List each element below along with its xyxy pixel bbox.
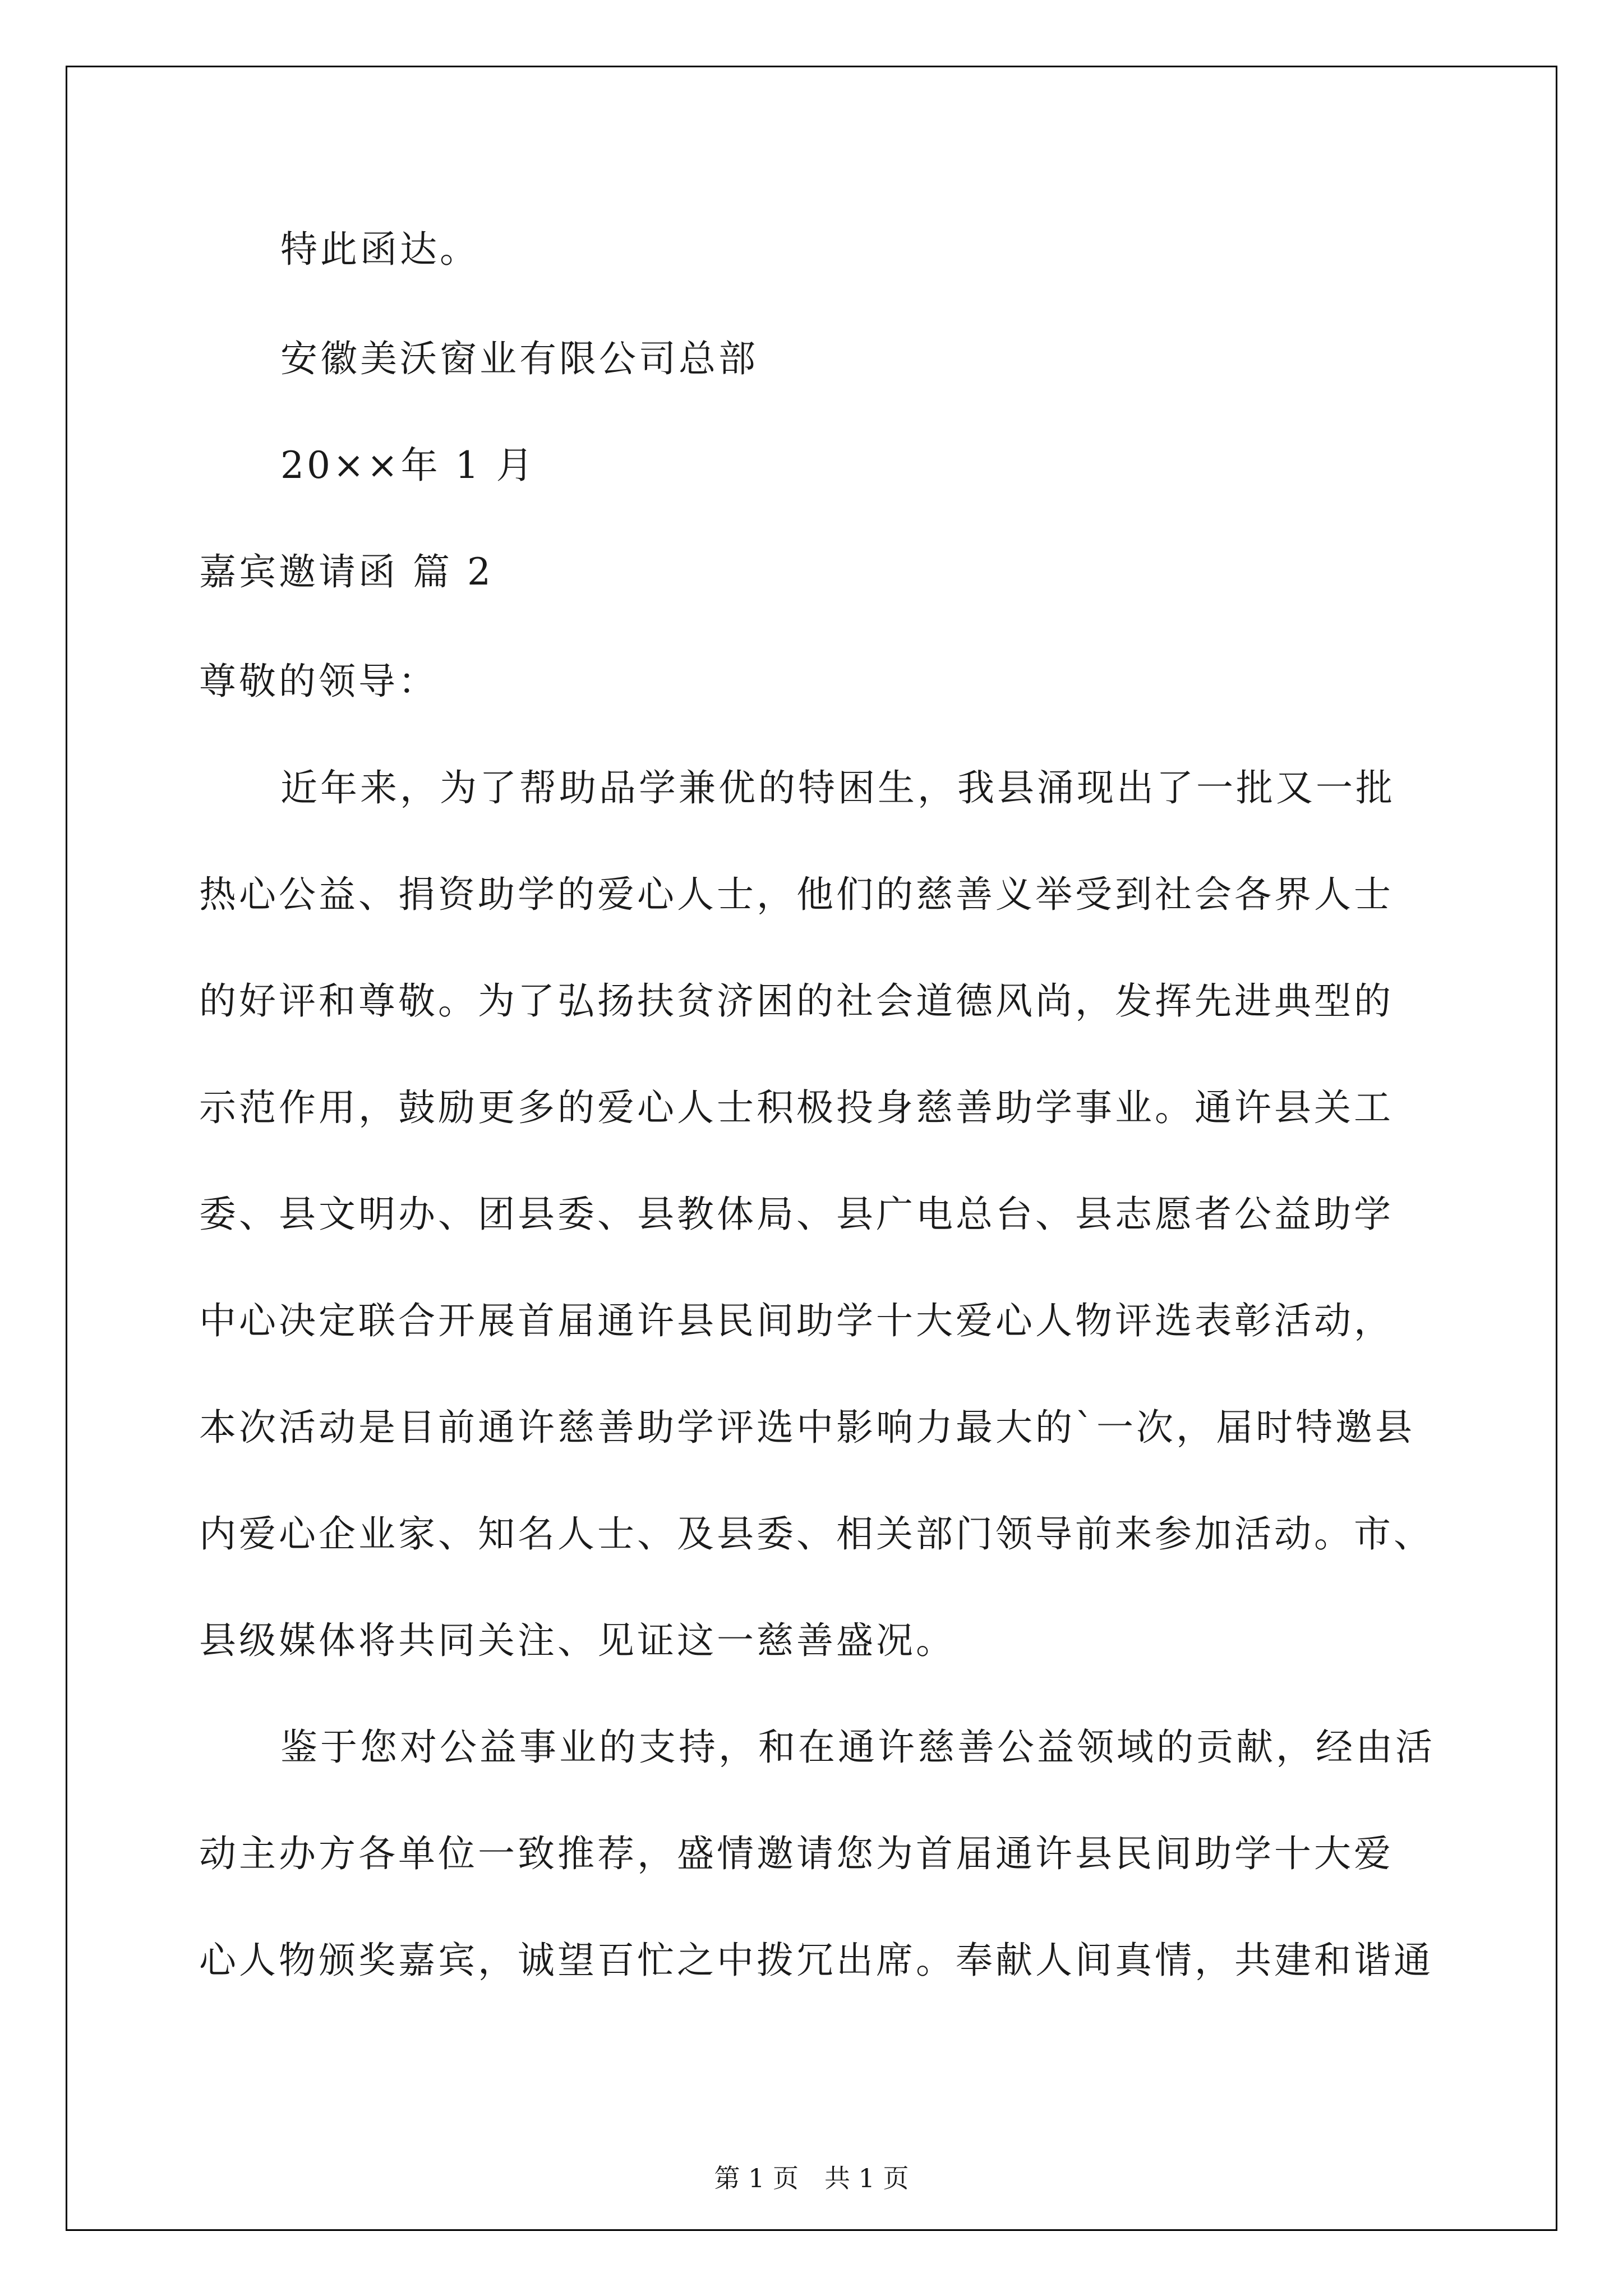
sender-signature: 安徽美沃窗业有限公司总部 [280,337,758,380]
paragraph-line: 中心决定联合开展首届通许县民间助学十大爱心人物评选表彰活动， [199,1299,1394,1342]
paragraph-line: 示范作用，鼓励更多的爱心人士积极投身慈善助学事业。通许县关工 [199,1086,1394,1129]
paragraph-line: 内爱心企业家、知名人士、及县委、相关部门领导前来参加活动。市、 [199,1512,1433,1556]
letter-date: 20××年 1 月 [280,444,536,487]
page-number-footer: 第 1 页 共 1 页 [714,2163,909,2193]
paragraph-line: 动主办方各单位一致推荐，盛情邀请您为首届通许县民间助学十大爱 [199,1832,1394,1875]
section-title: 嘉宾邀请函 篇 2 [199,550,494,593]
paragraph-line: 鉴于您对公益事业的支持，和在通许慈善公益领域的贡献，经由活 [280,1726,1435,1769]
paragraph-line: 心人物颁奖嘉宾，诚望百忙之中拨冗出席。奉献人间真情，共建和谐通 [199,1939,1433,1982]
paragraph-line: 的好评和尊敬。为了弘扬扶贫济困的社会道德风尚，发挥先进典型的 [199,979,1394,1023]
paragraph-line: 热心公益、捐资助学的爱心人士，他们的慈善义举受到社会各界人士 [199,873,1394,916]
paragraph-line: 委、县文明办、团县委、县教体局、县广电总台、县志愿者公益助学 [199,1193,1394,1236]
paragraph-line: 县级媒体将共同关注、见证这一慈善盛况。 [199,1619,956,1662]
paragraph-line: 本次活动是目前通许慈善助学评选中影响力最大的`一次，届时特邀县 [199,1406,1415,1449]
paragraph-line: 近年来，为了帮助品学兼优的特困生，我县涌现出了一批又一批 [280,766,1395,809]
closing-remark: 特此函达。 [280,228,479,271]
salutation: 尊敬的领导： [199,660,438,703]
page-border [66,66,1557,2231]
